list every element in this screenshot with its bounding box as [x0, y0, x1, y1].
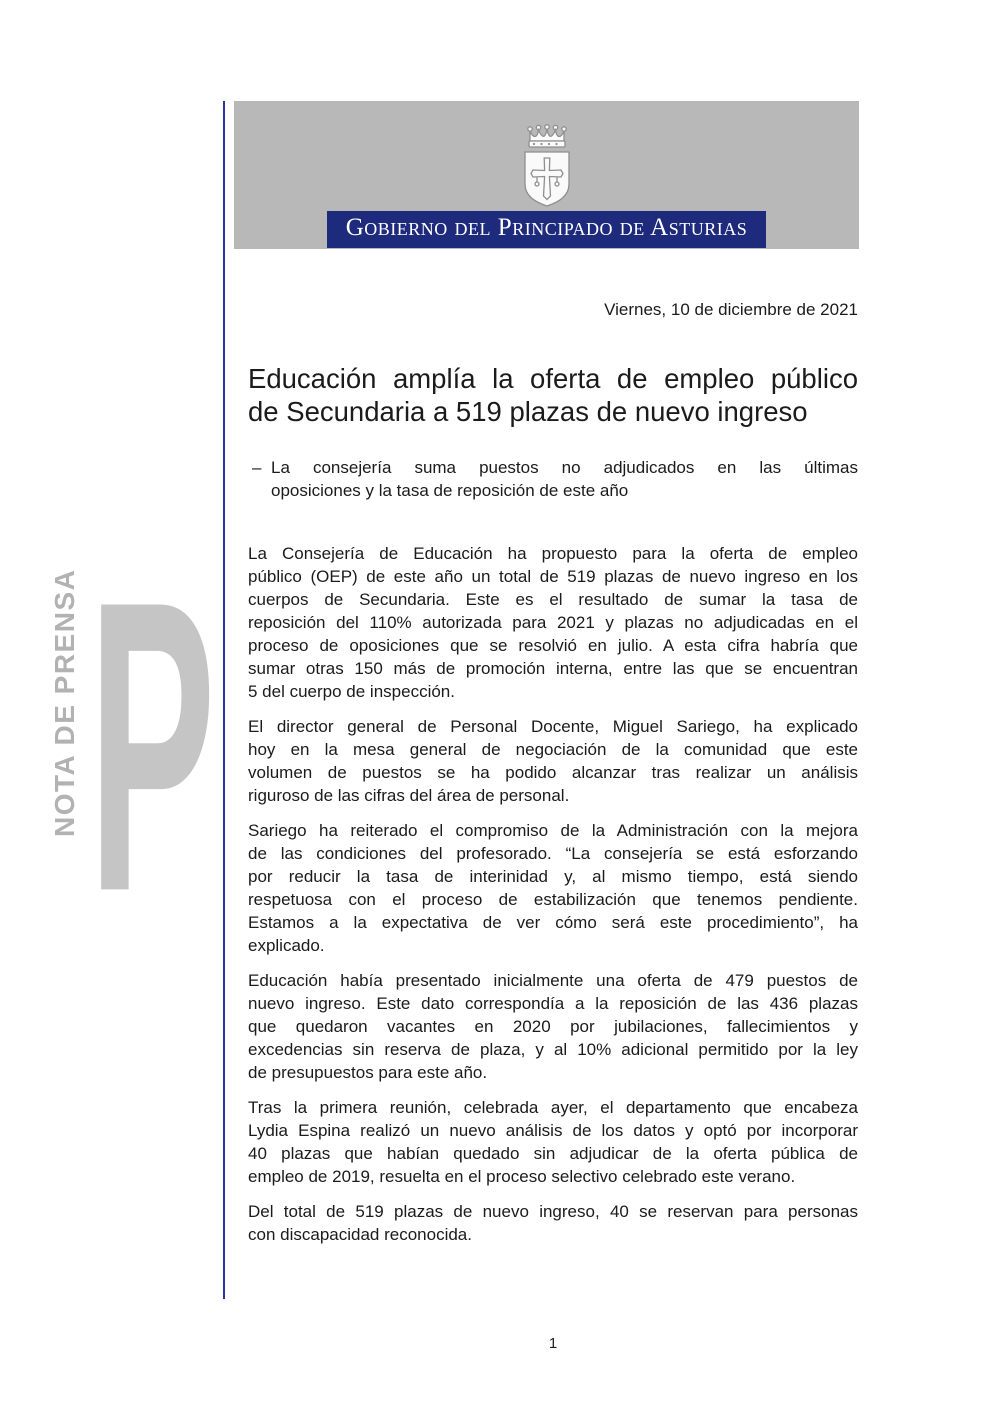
text-line: cuerpos de Secundaria. Este es el resultado de sumar la tasa de: [248, 590, 858, 609]
paragraph: [248, 1096, 858, 1188]
text-line: Tras la primera reunión, celebrada ayer, el departamento que encabeza: [248, 1098, 858, 1117]
page-number: 1: [548, 1335, 558, 1352]
org-banner: [327, 211, 766, 248]
asturias-coat-of-arms-icon: [517, 124, 577, 209]
date-line: Viernes, 10 de diciembre de 2021: [604, 300, 858, 319]
paragraph: [248, 969, 858, 1084]
text-line: Educación amplía la oferta de empleo público: [248, 363, 858, 394]
subtitle-text: [271, 456, 858, 502]
text-line: riguroso de las cifras del área de personal.: [248, 786, 570, 805]
text-line: público (OEP) de este año un total de 519 plazas de nuevo ingreso en los: [248, 567, 858, 586]
text-line: de presupuestos para este año.: [248, 1063, 488, 1082]
text-line: El director general de Personal Docente, Miguel Sariego, ha explicado: [248, 717, 858, 736]
text-line: excedencias sin reserva de plaza, y al 10% adicional permitido por la ley: [248, 1040, 858, 1059]
text-line: hoy en la mesa general de negociación de la comunidad que este: [248, 740, 858, 759]
text-line: 40 plazas que habían quedado sin adjudicar de la oferta pública de: [248, 1144, 858, 1163]
press-watermark-letter: [88, 516, 217, 980]
watermark-glyph: P: [88, 516, 217, 980]
text-line: que quedaron vacantes en 2020 por jubilaciones, fallecimientos y: [248, 1017, 858, 1036]
text-line: oposiciones y la tasa de reposición de este año: [271, 481, 629, 500]
text-line: de las condiciones del profesorado. “La consejería se está esforzando: [248, 844, 858, 863]
bullet-dash: –: [252, 458, 262, 477]
paragraph: [248, 819, 858, 957]
text-line: nuevo ingreso. Este dato correspondía a la reposición de las 436 plazas: [248, 994, 858, 1013]
text-line: Educación había presentado inicialmente una oferta de 479 puestos de: [248, 971, 858, 990]
article-title: [248, 362, 858, 428]
text-line: Sariego ha reiterado el compromiso de la Administración con la mejora: [248, 821, 858, 840]
text-line: sumar otras 150 más de promoción interna, entre las que se encuentran: [248, 659, 858, 678]
text-line: reposición del 110% autorizada para 2021 y plazas no adjudicadas en el: [248, 613, 858, 632]
paragraph: [248, 542, 858, 703]
article-body: [248, 542, 858, 1258]
text-line: con discapacidad reconocida.: [248, 1225, 472, 1244]
text-line: empleo de 2019, resuelta en el proceso selectivo celebrado este verano.: [248, 1167, 796, 1186]
text-line: volumen de puestos se ha podido alcanzar tras realizar un análisis: [248, 763, 858, 782]
sidebar-vertical-label: NOTA DE PRENSA: [49, 568, 80, 837]
org-name: Gobierno del Principado de Asturias: [345, 214, 748, 241]
text-line: Del total de 519 plazas de nuevo ingreso, 40 se reservan para personas: [248, 1202, 858, 1221]
text-line: 5 del cuerpo de inspección.: [248, 682, 455, 701]
header-box: [234, 101, 859, 249]
text-line: proceso de oposiciones que se resolvió en julio. A esta cifra habría que: [248, 636, 858, 655]
text-line: por reducir la tasa de interinidad y, al mismo tiempo, está siendo: [248, 867, 858, 886]
paragraph: [248, 715, 858, 807]
vertical-divider-line: [223, 101, 225, 1299]
text-line: respetuosa con el proceso de estabilización que tenemos pendiente.: [248, 890, 858, 909]
text-line: La Consejería de Educación ha propuesto para la oferta de empleo: [248, 544, 858, 563]
text-line: Lydia Espina realizó un nuevo análisis de los datos y optó por incorporar: [248, 1121, 858, 1140]
text-line: de Secundaria a 519 plazas de nuevo ingreso: [248, 396, 808, 427]
text-line: La consejería suma puestos no adjudicados en las últimas: [271, 458, 858, 477]
text-line: Estamos a la expectativa de ver cómo será este procedimiento”, ha: [248, 913, 858, 932]
text-line: explicado.: [248, 936, 325, 955]
subtitle-bullet: [252, 456, 858, 502]
paragraph: [248, 1200, 858, 1246]
